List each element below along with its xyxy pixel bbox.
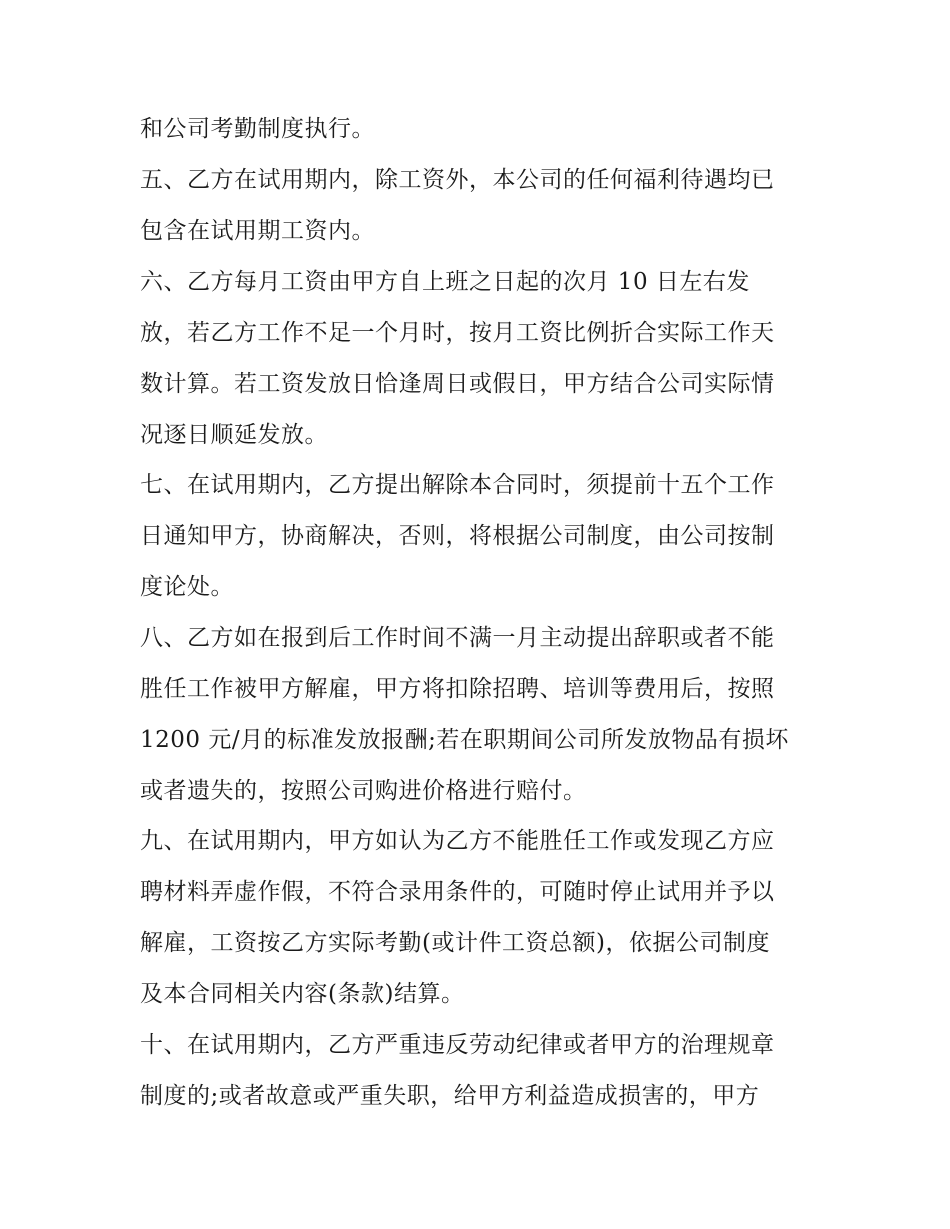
text-line: 数计算。若工资发放日恰逢周日或假日，甲方结合公司实际情 [140,371,775,397]
text-line: 解雇，工资按乙方实际考勤(或计件工资总额)，依据公司制度 [140,930,770,956]
text-line: 聘材料弄虚作假，不符合录用条件的，可随时停止试用并予以 [140,879,775,905]
text-line: 度论处。 [140,574,234,600]
text-line: 放，若乙方工作不足一个月时，按月工资比例折合实际工作天 [140,320,775,346]
text-line: 十、在试用期内，乙方严重违反劳动纪律或者甲方的治理规章 [140,1032,775,1058]
text-line: 六、乙方每月工资由甲方自上班之日起的次月 10 日左右发 [140,269,750,295]
text-line: 包含在试用期工资内。 [140,218,375,244]
text-line: 七、在试用期内，乙方提出解除本合同时，须提前十五个工作 [140,472,775,498]
text-line: 九、在试用期内，甲方如认为乙方不能胜任工作或发现乙方应 [140,828,775,854]
text-line: 或者遗失的，按照公司购进价格进行赔付。 [140,778,587,804]
text-line: 五、乙方在试用期内，除工资外，本公司的任何福利待遇均已 [140,167,775,193]
text-line: 制度的;或者故意或严重失职，给甲方利益造成损害的，甲方 [140,1083,760,1109]
text-line: 八、乙方如在报到后工作时间不满一月主动提出辞职或者不能 [140,625,775,651]
text-line: 胜任工作被甲方解雇，甲方将扣除招聘、培训等费用后，按照 [140,676,775,702]
text-line: 况逐日顺延发放。 [140,422,328,448]
text-line: 1200 元/月的标准发放报酬;若在职期间公司所发放物品有损坏 [140,727,789,753]
text-line: 和公司考勤制度执行。 [140,116,375,142]
text-line: 日通知甲方，协商解决，否则，将根据公司制度，由公司按制 [140,523,775,549]
text-line: 及本合同相关内容(条款)结算。 [140,981,465,1007]
